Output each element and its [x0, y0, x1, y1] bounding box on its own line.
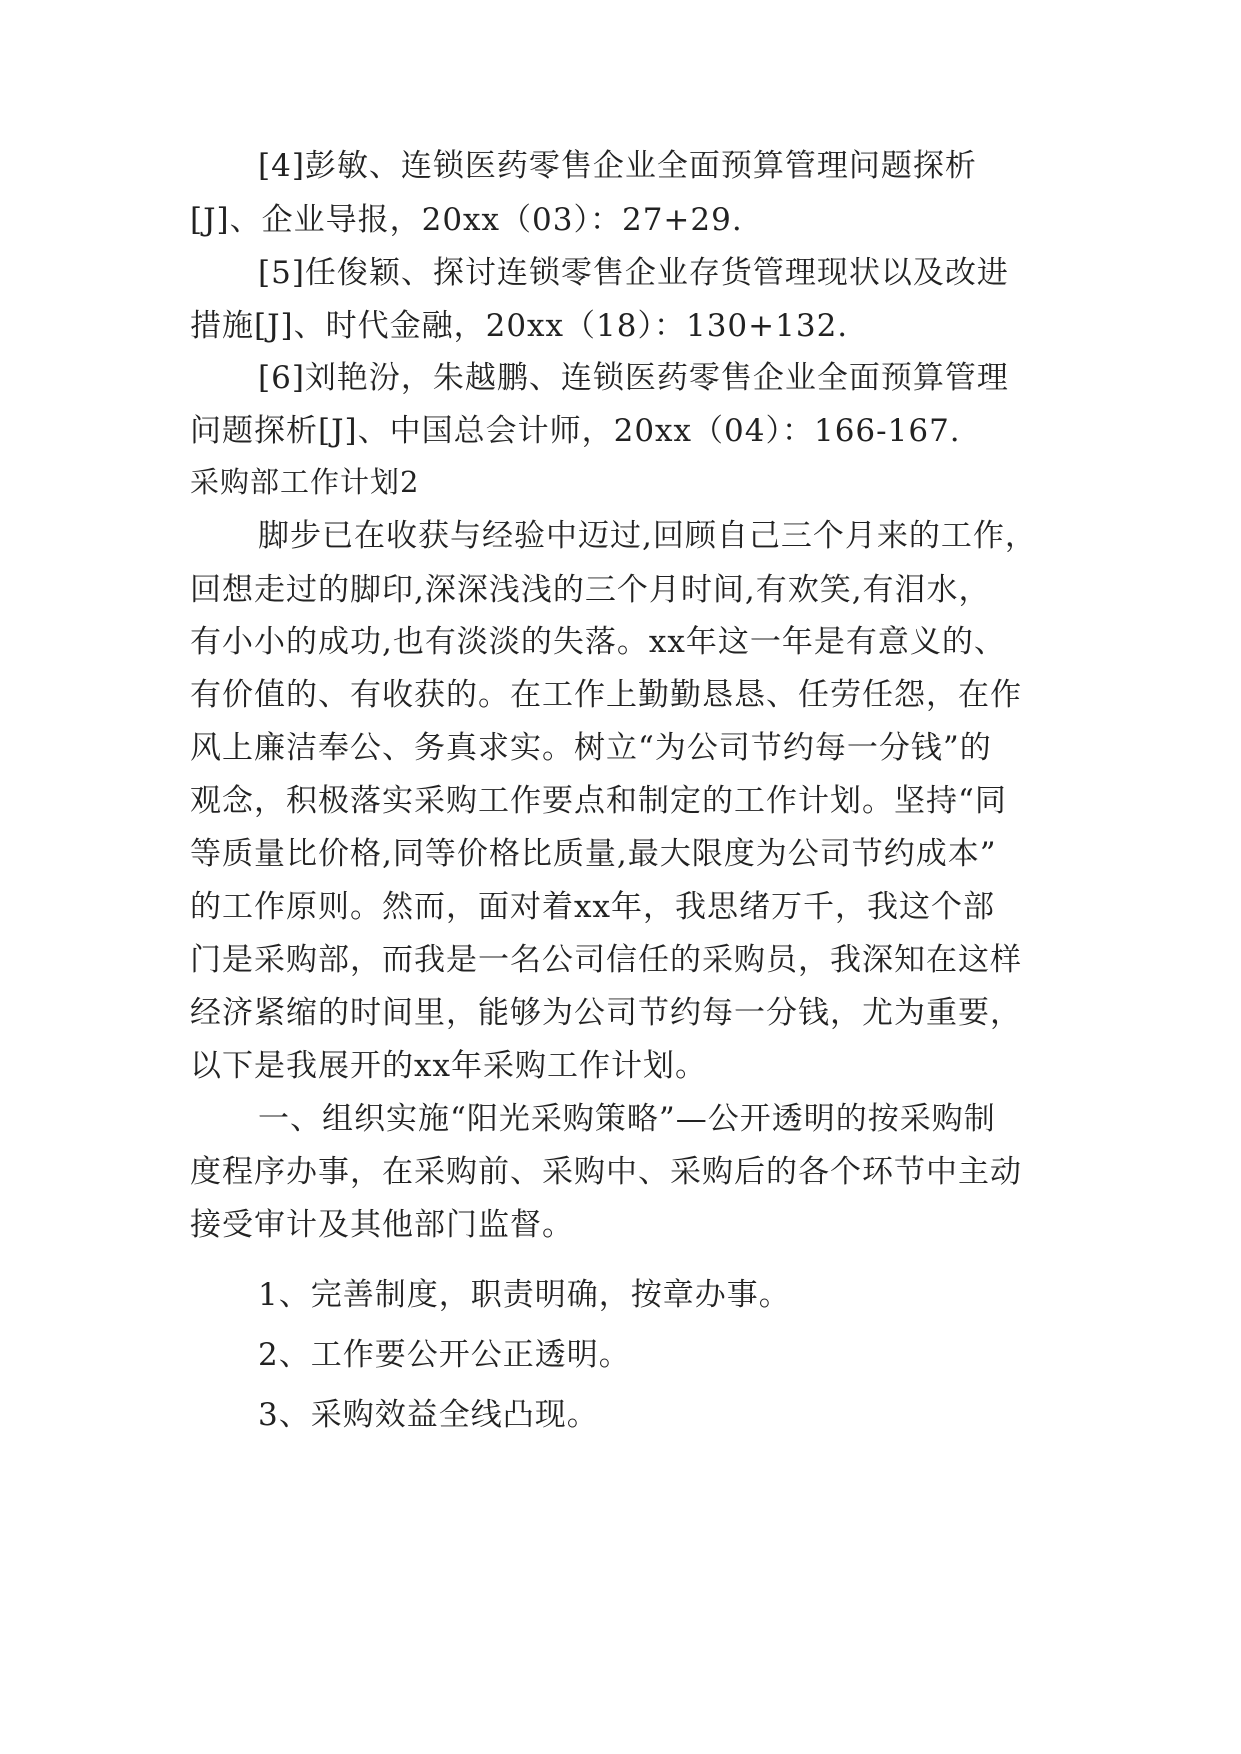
- intro-paragraph-line: 观念，积极落实采购工作要点和制定的工作计划。坚持“同: [190, 783, 1007, 819]
- list-item-2: 2、工作要公开公正透明。: [258, 1337, 631, 1373]
- list-item-1: 1、完善制度，职责明确，按章办事。: [258, 1277, 791, 1313]
- intro-paragraph-line: 等质量比价格,同等价格比质量,最大限度为公司节约成本”: [190, 836, 997, 872]
- reference-6-line-2: 问题探析[J]、中国总会计师，20xx（04）：166-167.: [190, 413, 961, 449]
- intro-paragraph-line: 回想走过的脚印,深深浅浅的三个月时间,有欢笑,有泪水，: [190, 572, 991, 608]
- reference-4-line-1: [4]彭敏、连锁医药零售企业全面预算管理问题探析: [258, 148, 977, 184]
- reference-5-line-2: 措施[J]、时代金融，20xx（18）：130+132.: [190, 308, 849, 344]
- intro-paragraph-line: 经济紧缩的时间里，能够为公司节约每一分钱，尤为重要，: [190, 995, 1022, 1031]
- intro-paragraph-line: 有小小的成功,也有淡淡的失落。xx年这一年是有意义的、: [190, 624, 1006, 660]
- intro-paragraph-line: 门是采购部，而我是一名公司信任的采购员，我深知在这样: [190, 942, 1022, 978]
- intro-paragraph-line: 的工作原则。然而，面对着xx年，我思绪万千，我这个部: [190, 889, 995, 925]
- reference-5-line-1: [5]任俊颖、探讨连锁零售企业存货管理现状以及改进: [258, 255, 1009, 291]
- section-title: 采购部工作计划2: [190, 465, 420, 499]
- point-one-line: 度程序办事，在采购前、采购中、采购后的各个环节中主动: [190, 1154, 1022, 1190]
- point-one-line: 接受审计及其他部门监督。: [190, 1207, 574, 1243]
- intro-paragraph-line: 以下是我展开的xx年采购工作计划。: [190, 1048, 707, 1084]
- intro-paragraph-line: 脚步已在收获与经验中迈过,回顾自己三个月来的工作，: [258, 518, 1037, 554]
- reference-6-line-1: [6]刘艳汾，朱越鹏、连锁医药零售企业全面预算管理: [258, 360, 1009, 396]
- intro-paragraph-line: 有价值的、有收获的。在工作上勤勤恳恳、任劳任怨，在作: [190, 677, 1022, 713]
- reference-4-line-2: [J]、企业导报，20xx（03）：27+29.: [190, 202, 743, 238]
- intro-paragraph-line: 风上廉洁奉公、务真求实。树立“为公司节约每一分钱”的: [190, 730, 992, 766]
- list-item-3: 3、采购效益全线凸现。: [258, 1397, 599, 1433]
- point-one-line: 一、组织实施“阳光采购策略”—公开透明的按采购制: [258, 1101, 996, 1137]
